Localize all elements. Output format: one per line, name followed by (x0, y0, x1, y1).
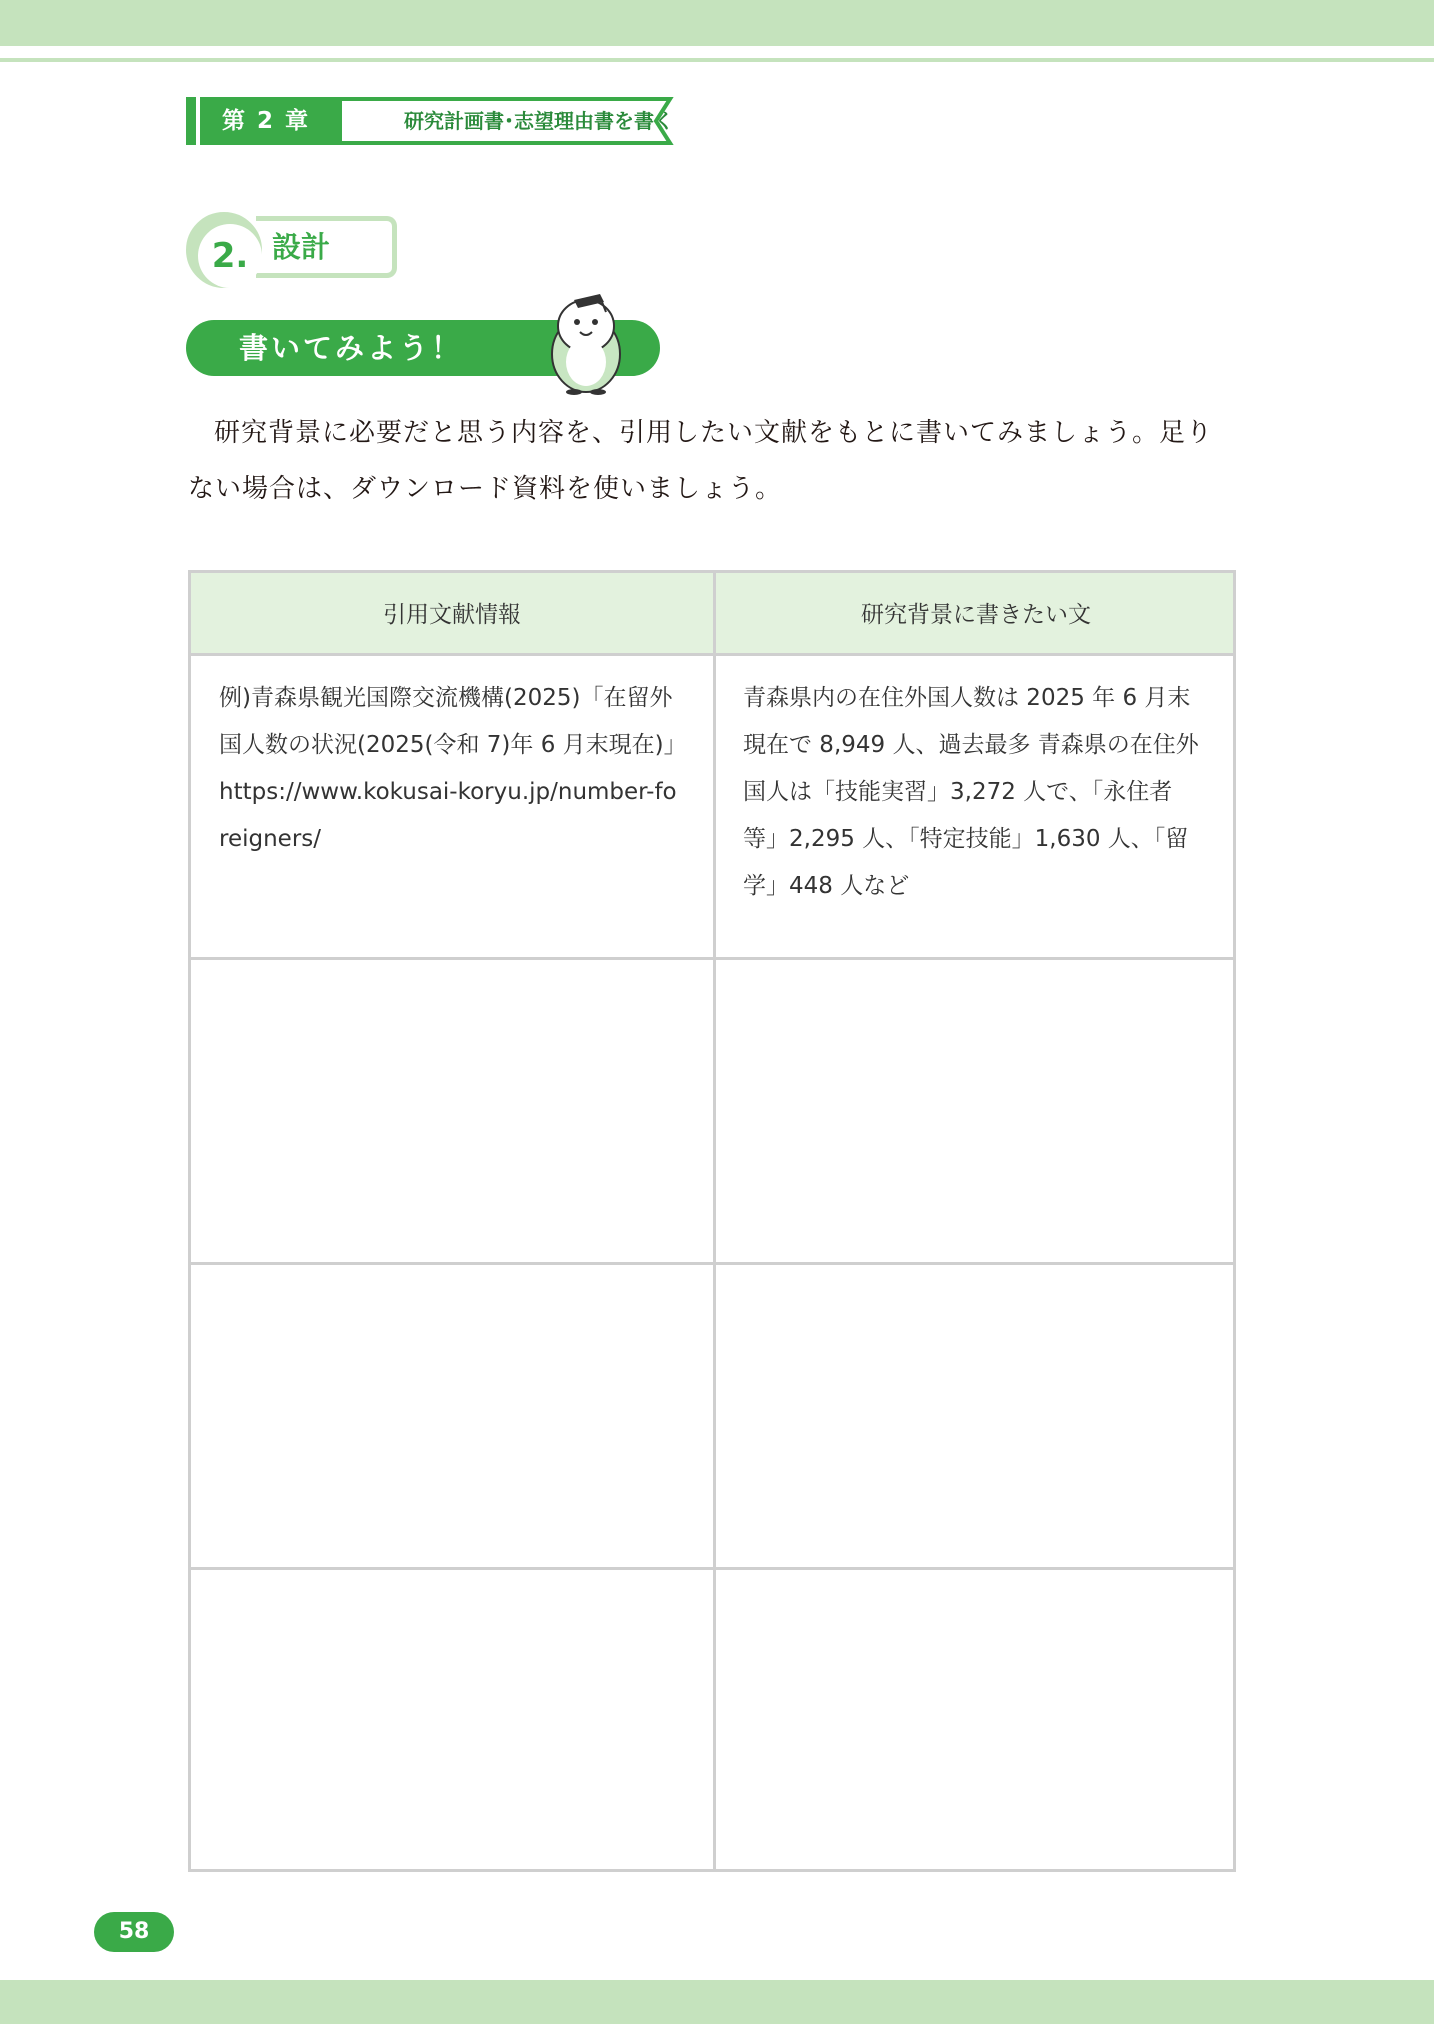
intro-text (188, 405, 1238, 517)
page-number: 58 (94, 1912, 174, 1952)
banner-label: 書いてみよう！ (238, 331, 463, 365)
example-sentence-cell: 青森県内の在住外国人数は 2025 年 6 月末現在で 8,949 人、過去最多 青森県の在住外国人は「技能実習」3,272 人で、「永住者等」2,295 人、「特定技能」1,630 人、「留学」448 人など (743, 685, 1199, 899)
header-sentence: 研究背景に書きたい文 (861, 602, 1091, 628)
intro-line-1: 研究背景に必要だと思う内容を、引用したい文献をもとに書いてみましょう。足り (214, 418, 1214, 448)
blank-citation-cell-2[interactable] (191, 1265, 713, 1567)
header-citation: 引用文献情報 (383, 602, 521, 628)
intro-line-2: ない場合は、ダウンロード資料を使いましょう。 (188, 474, 783, 504)
worksheet-table (188, 570, 1236, 1872)
bottom-band (0, 1980, 1434, 2024)
blank-sentence-cell-2[interactable] (716, 1265, 1236, 1567)
chapter-number: 第 2 章 (200, 97, 522, 145)
section-number: 2. (198, 224, 262, 288)
example-citation-cell: 例)青森県観光国際交流機構(2025)「在留外国人数の状況(2025(令和 7)年 6 月末現在)」https://www.kokusai-koryu.jp/number-foreigners/ (219, 685, 677, 852)
section-badge (186, 212, 262, 288)
top-divider (0, 58, 1434, 62)
blank-sentence-cell-3[interactable] (716, 1570, 1236, 1869)
chapter-bar (186, 97, 196, 145)
table-header-divider (191, 653, 1233, 656)
chapter-title: 研究計画書･志望理由書を書く (404, 109, 674, 133)
top-band (0, 0, 1434, 46)
blank-citation-cell-3[interactable] (191, 1570, 713, 1869)
section-title: 設計 (256, 216, 397, 278)
blank-sentence-cell-1[interactable] (716, 960, 1236, 1262)
penguin-mascot-illustration (542, 276, 632, 396)
chapter-header (186, 97, 694, 145)
blank-citation-cell-1[interactable] (191, 960, 713, 1262)
